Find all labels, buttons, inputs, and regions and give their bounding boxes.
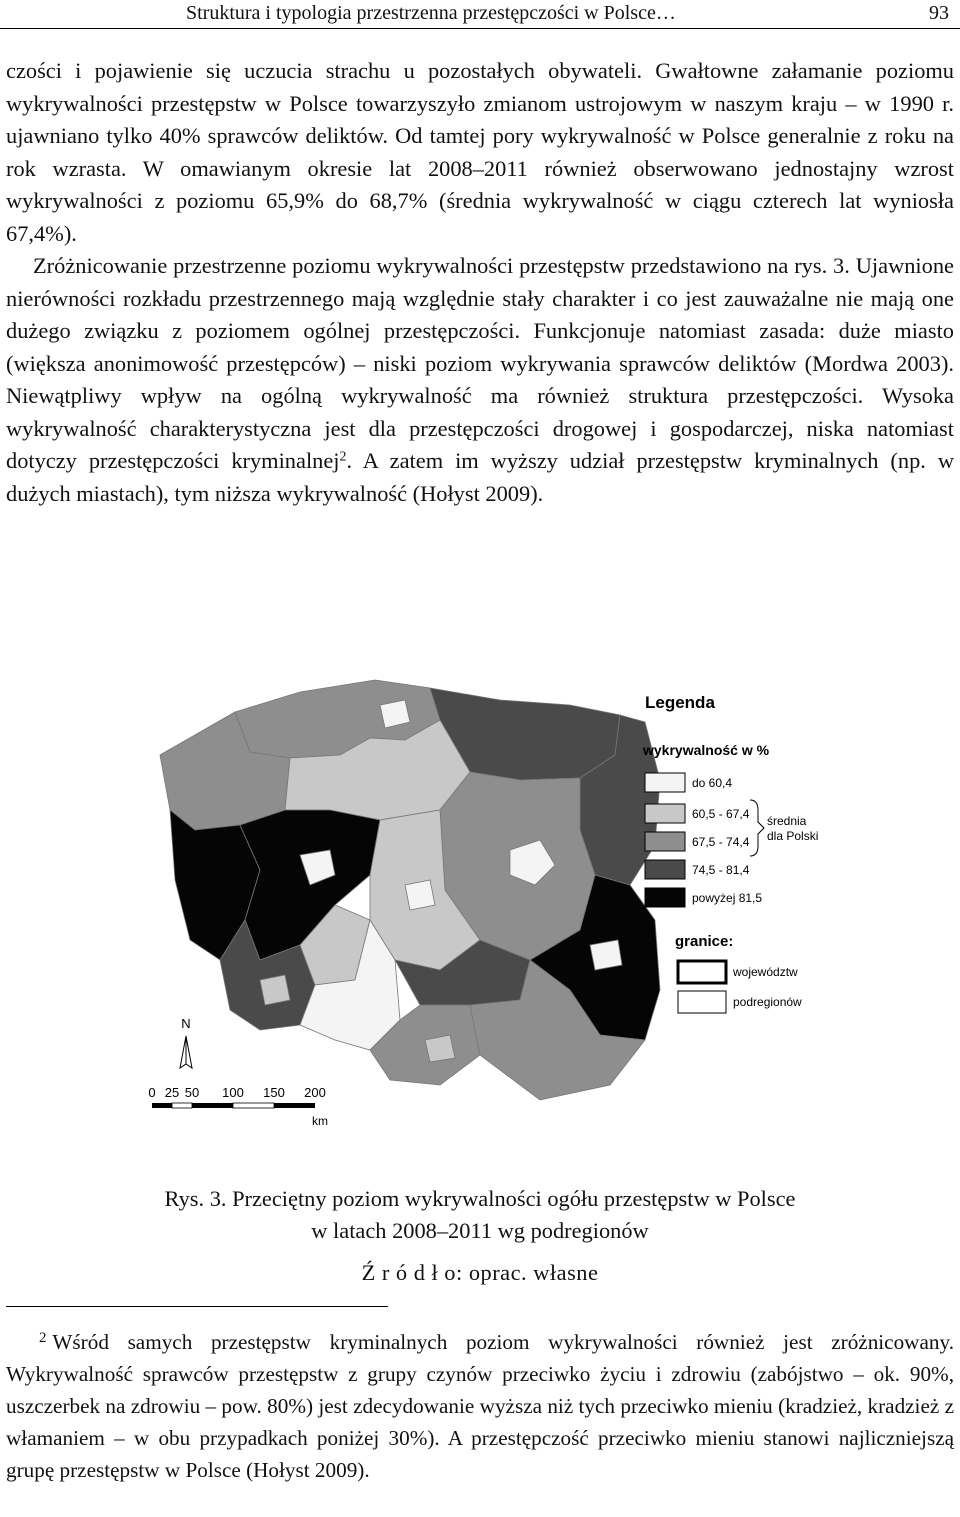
legend-label-3: 67,5 - 74,4 bbox=[692, 835, 750, 849]
legend-label-5: powyżej 81,5 bbox=[692, 891, 763, 905]
scale-bar bbox=[148, 1085, 328, 1128]
north-label: N bbox=[181, 1016, 191, 1031]
legend-title: Legenda bbox=[645, 693, 715, 712]
voivodeship-border-swatch bbox=[678, 961, 726, 983]
map-graphic bbox=[140, 660, 840, 1130]
page-number: 93 bbox=[929, 2, 949, 24]
map-legend bbox=[642, 693, 818, 1013]
running-title: Struktura i typologia przestrzenna przestępczości w Polsce… bbox=[186, 2, 676, 24]
paragraph-2-text-b: . A zatem im wyższy udział przestępstw kryminalnych (np. w dużych miastach), tym niższa wykrywalność (Hołyst 2009). bbox=[6, 448, 954, 506]
legend-swatch-5 bbox=[645, 888, 685, 907]
footnote-text: Wśród samych przestępstw kryminalnych poziom wykrywalności również jest zróżnicowany. Wykrywalność sprawców przestępstw z grupy czynów przeciwko życiu i zdrowiu (zabójstwo – ok. 90%, uszczerbek na zdrowiu – pow. 80%) jest zdecydowanie wyższa niż tych przeciwko mieniu (kradzież, kradzież z włamaniem – w obu przypadkach poniżej 30%). A przestępczość przeciwko mieniu stanowi najliczniejszą grupę przestępstw w Polsce (Hołyst 2009). bbox=[6, 1330, 954, 1482]
legend-label-2: 60,5 - 67,4 bbox=[692, 807, 750, 821]
paragraph-2-text-a: Zróżnicowanie przestrzenne poziomu wykrywalności przestępstw przedstawiono na rys. 3. Ujawnione nierówności rozkładu przestrzennego mają względnie stały charakter i co jest zauważalne nie mają one dużego związku z poziomem ogólnej przestępczości. Funkcjonuje natomiast zasada: duże miasto (większa anonimowość przestępców) – niski poziom wykrywania sprawców deliktów (Mordwa 2003). Niewątpliwy wpływ na ogólną wykrywalność ma również struktura przestępczości. Wysoka wykrywalność charakterystyczna jest dla przestępczości drogowej i gospodarczej, niska natomiast dotyczy przestępczości kryminalnej bbox=[6, 253, 954, 473]
voivodeship-border-label: województw bbox=[733, 965, 798, 979]
average-bracket-icon bbox=[750, 800, 764, 856]
figure-caption-line2: w latach 2008–2011 wg podregionów bbox=[311, 1218, 649, 1243]
scale-tick-100: 100 bbox=[222, 1085, 244, 1100]
legend-label-1: do 60,4 bbox=[692, 776, 733, 790]
footnote bbox=[6, 1326, 954, 1486]
subregion-wroclaw bbox=[260, 975, 290, 1005]
north-arrow bbox=[180, 1016, 192, 1068]
legend-swatch-4 bbox=[645, 860, 685, 879]
body-text bbox=[6, 55, 954, 510]
scale-tick-0: 0 bbox=[148, 1085, 156, 1100]
figure-source: Ź r ó d ł o: oprac. własne bbox=[361, 1260, 599, 1285]
borders-title: granice: bbox=[675, 933, 734, 950]
choropleth-map-figure bbox=[140, 660, 840, 1130]
subregion-border-label: podregionów bbox=[733, 995, 802, 1009]
paragraph-1 bbox=[6, 55, 954, 250]
subregion-krakow bbox=[425, 1035, 455, 1062]
average-label-line1: średnia bbox=[767, 814, 807, 828]
scale-tick-25: 25 bbox=[164, 1085, 180, 1100]
header-rule bbox=[0, 28, 960, 29]
scale-tick-200: 200 bbox=[304, 1085, 326, 1100]
legend-subtitle: wykrywalność w % bbox=[643, 742, 770, 758]
figure-caption-line1: Rys. 3. Przeciętny poziom wykrywalności ogółu przestępstw w Polsce bbox=[164, 1186, 796, 1211]
subregion-lublin bbox=[590, 940, 622, 970]
poland-map bbox=[160, 680, 660, 1100]
footnote-reference[interactable]: 2 bbox=[339, 449, 347, 465]
legend-swatch-3 bbox=[645, 832, 685, 851]
subregion-border-swatch bbox=[678, 991, 726, 1013]
legend-swatch-1 bbox=[645, 773, 685, 792]
paragraph-2 bbox=[6, 250, 954, 510]
scale-tick-150: 150 bbox=[263, 1085, 285, 1100]
legend-label-4: 74,5 - 81,4 bbox=[692, 863, 750, 877]
scale-unit: km bbox=[312, 1114, 328, 1128]
average-label-line2: dla Polski bbox=[767, 829, 819, 843]
legend-swatch-2 bbox=[645, 804, 685, 823]
running-header bbox=[0, 0, 960, 30]
subregion-lodz bbox=[405, 880, 435, 910]
paragraph-1-text: czości i pojawienie się uczucia strachu u pozostałych obywateli. Gwałtowne załamanie poziomu wykrywalności przestępstw w Polsce towarzyszyło zmianom ustrojowym w naszym kraju – w 1990 r. ujawniano tylko 40% sprawców deliktów. Od tamtej pory wykrywalność w Polsce generalnie z roku na rok wzrasta. W omawianym okresie lat 2008–2011 również obserwowano jednostajny wzrost wykrywalności z poziomu 65,9% do 68,7% (średnia wykrywalność w ciągu czterech lat wyniosła 67,4%). bbox=[6, 58, 954, 246]
footnote-rule bbox=[6, 1306, 388, 1307]
footnote-number: 2 bbox=[39, 1330, 47, 1347]
scale-tick-50: 50 bbox=[184, 1085, 200, 1100]
